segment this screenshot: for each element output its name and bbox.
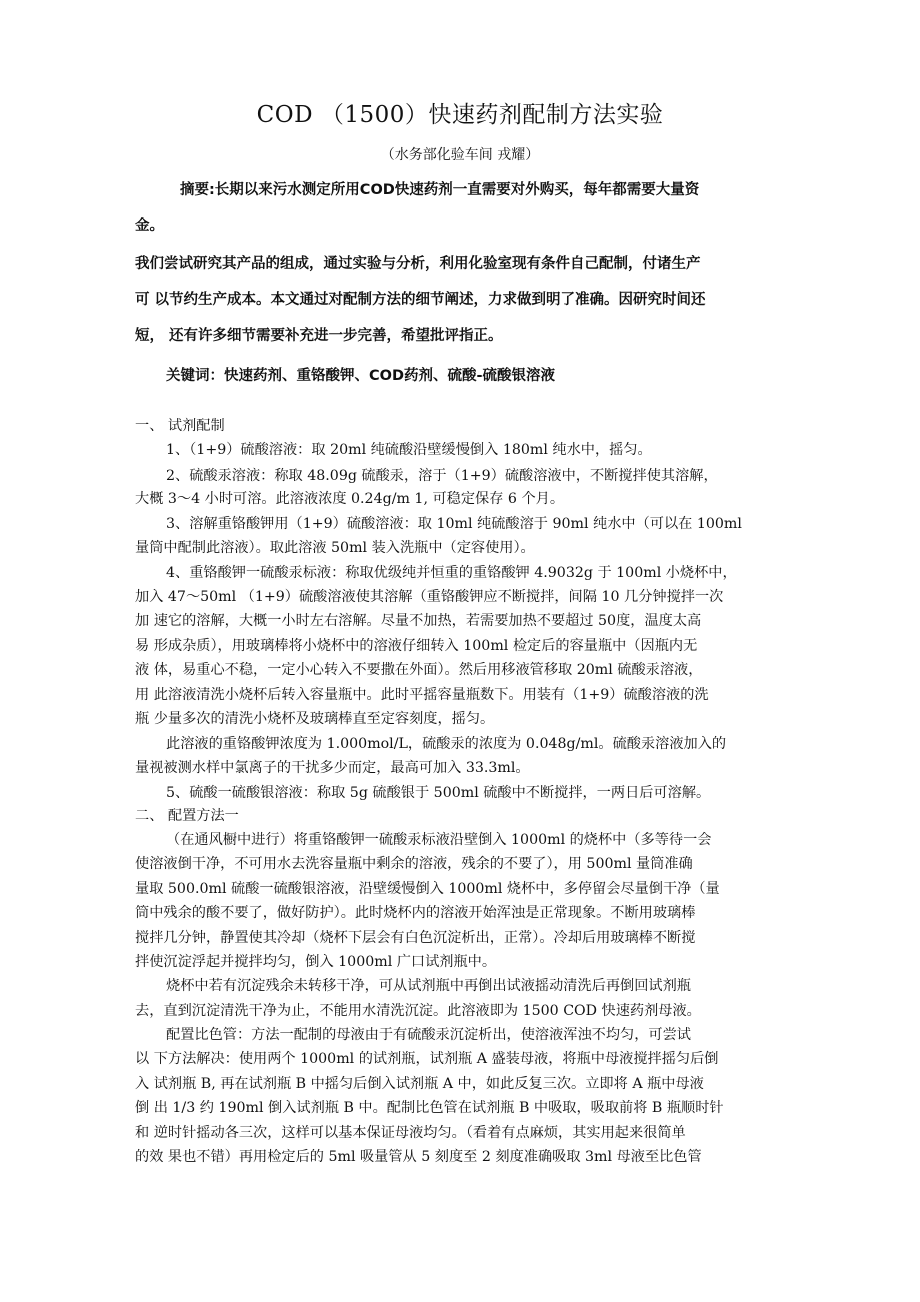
s1-line: 液 体，易重心不稳，一定小心转入不要撒在外面）。然后用移液管移取 20ml 硫酸汞溶液， [135, 662, 703, 678]
s2-line: 量取 500.0ml 硫酸一硫酸银溶液，沿壁缓慢倒入 1000ml 烧杯中，多停留会尽量倒干净（量 [135, 881, 720, 897]
s2-line: 搅拌几分钟，静置使其冷却（烧杯下层会有白色沉淀析出，正常）。冷却后用玻璃棒不断搅 [135, 930, 696, 946]
s2-line: 以 下方法解决：使用两个 1000ml 的试剂瓶，试剂瓶 A 盛装母液，将瓶中母液搅拌摇匀后倒 [135, 1051, 719, 1067]
s1-line: 瓶 少量多次的清洗小烧杯及玻璃棒直至定容刻度，摇匀。 [135, 711, 495, 727]
s2-line: 和 逆时针摇动各三次，这样可以基本保证母液均匀。（看着有点麻烦，其实用起来很简单 [135, 1125, 686, 1141]
abstract-line-2: 金。 [135, 218, 164, 234]
s2-line: 去，直到沉淀清洗干净为止，不能用水清洗沉淀。此溶液即为 1500 COD 快速药剂母液。 [135, 1003, 701, 1019]
s1-line: 大概 3〜4 小时可溶。此溶液浓度 0.24g/m 1, 可稳定保存 6 个月。 [135, 491, 565, 507]
s2-line: 使溶液倒干净，不可用水去洗容量瓶中剩余的溶液，残余的不要了），用 500ml 量筒准确 [135, 856, 693, 872]
s1-line: 加入 47〜50ml （1+9）硫酸溶液使其溶解（重铬酸钾应不断搅拌，间隔 10 几分钟搅拌一次 [135, 589, 724, 605]
author-line: （水务部化验车间 戎耀） [380, 147, 540, 163]
s1-line: 量视被测水样中氯离子的干扰多少而定，最高可加入 33.3ml。 [135, 760, 530, 776]
s1-line: 加 速它的溶解，大概一小时左右溶解。尽量不加热，若需要加热不要超过 50度，温度太高 [135, 613, 702, 629]
s1-line: 用 此溶液清洗小烧杯后转入容量瓶中。此时平摇容量瓶数下。用装有（1+9）硫酸溶液的洗 [135, 687, 709, 703]
document-title: COD （1500）快速药剂配制方法实验 [256, 102, 664, 128]
abstract-line-4: 可 以节约生产成本。本文通过对配制方法的细节阐述，力求做到明了准确。因研究时间还 [135, 292, 706, 308]
s1-line: 此溶液的重铬酸钾浓度为 1.000mol/L，硫酸汞的浓度为 0.048g/ml。硫酸汞溶液加入的 [166, 736, 727, 752]
s1-line: 4、重铬酸钾一硫酸汞标液：称取优级纯并恒重的重铬酸钾 4.9032g 于 100ml 小烧杯中， [166, 565, 737, 581]
s1-line: 量筒中配制此溶液）。取此溶液 50ml 装入洗瓶中（定容使用）。 [135, 540, 535, 556]
s1-line: 3、溶解重铬酸钾用（1+9）硫酸溶液：取 10ml 纯硫酸溶于 90ml 纯水中（可以在 100ml [166, 516, 742, 532]
s2-line: 烧杯中若有沉淀残余未转移干净，可从试剂瓶中再倒出试液摇动清洗后再倒回试剂瓶 [166, 978, 691, 994]
s1-line: 1、（1+9）硫酸溶液：取 20ml 纯硫酸沿壁缓慢倒入 180ml 纯水中，摇匀。 [166, 442, 652, 458]
s2-line: 倒 出 1/3 约 190ml 倒入试剂瓶 B 中。配制比色管在试剂瓶 B 中吸取，吸取前将 B 瓶顺时针 [135, 1100, 724, 1116]
abstract-line-5: 短， 还有许多细节需要补充进一步完善，希望批评指正。 [135, 328, 503, 344]
s2-line: 入 试剂瓶 B, 再在试剂瓶 B 中摇匀后倒入试剂瓶 A 中，如此反复三次。立即将 A 瓶中母液 [135, 1076, 704, 1092]
abstract-line-1: 摘要:长期以来污水测定所用COD快速药剂一直需要对外购买，每年都需要大量资 [180, 182, 700, 198]
s2-line: （在通风橱中进行）将重铬酸钾一硫酸汞标液沿壁倒入 1000ml 的烧杯中（多等待一会 [166, 832, 712, 848]
s2-line: 筒中残余的酸不要了，做好防护）。此时烧杯内的溶液开始浑浊是正常现象。不断用玻璃棒 [135, 905, 696, 921]
s2-line: 拌使沉淀浮起并搅拌均匀，倒入 1000ml 广口试剂瓶中。 [135, 954, 497, 970]
s1-line: 2、硫酸汞溶液：称取 48.09g 硫酸汞，溶于（1+9）硫酸溶液中，不断搅拌使其溶解， [166, 468, 718, 484]
abstract-line-3: 我们尝试研究其产品的组成，通过实验与分析，利用化验室现有条件自己配制，付诸生产 [135, 256, 701, 272]
s1-line: 易 形成杂质），用玻璃棒将小烧杯中的溶液仔细转入 100ml 检定后的容量瓶中（因瓶内无 [135, 638, 698, 654]
s1-line: 5、硫酸一硫酸银溶液：称取 5g 硫酸银于 500ml 硫酸中不断搅拌，一两日后可溶解。 [166, 785, 711, 801]
section-heading-2: 二、 配置方法一 [135, 808, 239, 824]
keywords: 关键词：快速药剂、重铬酸钾、COD药剂、硫酸-硫酸银溶液 [166, 368, 556, 384]
s2-line: 配置比色管：方法一配制的母液由于有硫酸汞沉淀析出，使溶液浑浊不均匀，可尝试 [166, 1027, 691, 1043]
s2-line: 的效 果也不错）再用检定后的 5ml 吸量管从 5 刻度至 2 刻度准确吸取 3ml 母液至比色管 [135, 1149, 702, 1165]
section-heading-1: 一、 试剂配制 [135, 418, 225, 434]
